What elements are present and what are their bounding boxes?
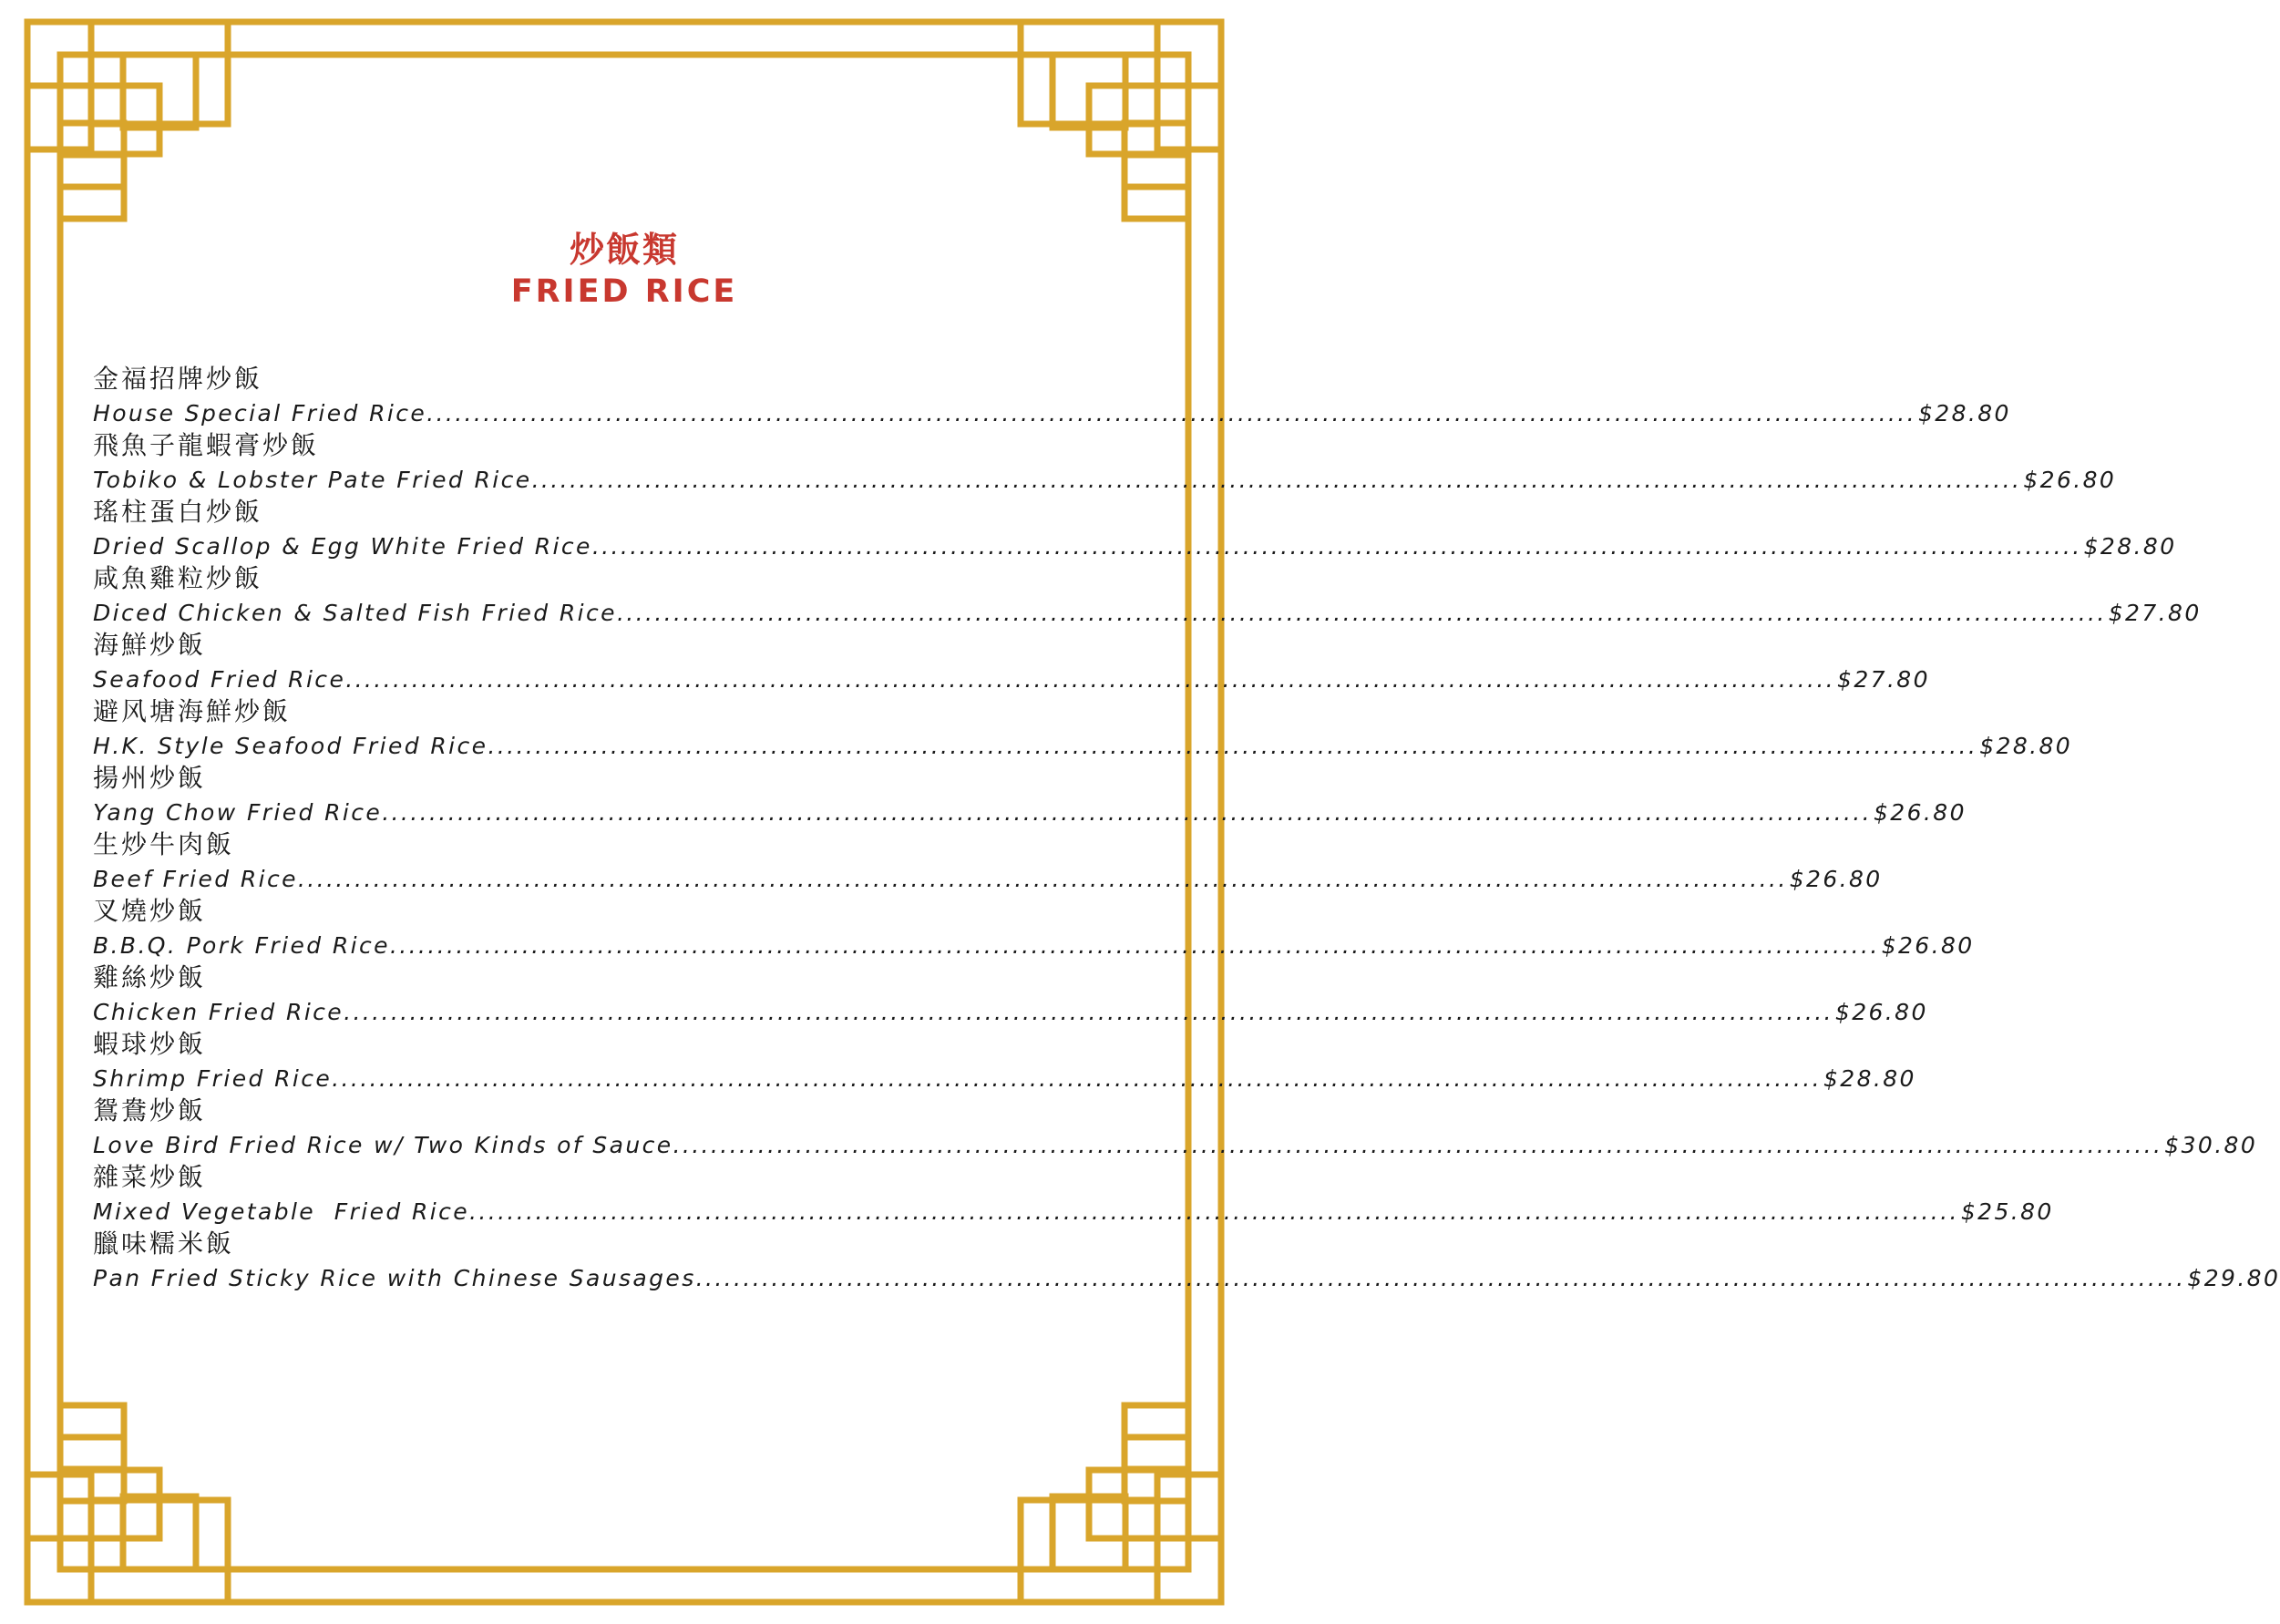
menu-item-chinese-name: 雞絲炒飯 (93, 962, 207, 992)
menu-list (93, 363, 2280, 1294)
menu-item-english-name: Shrimp Fried Rice (93, 1065, 333, 1092)
menu-item (93, 695, 2073, 762)
menu-item-chinese-name: 鴛鴦炒飯 (93, 1095, 207, 1125)
menu-item (93, 895, 1975, 961)
menu-item-english-name: Tobiko & Lobster Pate Fried Rice (93, 467, 532, 493)
menu-item-price: $26.80 (1834, 999, 1928, 1025)
menu-item (93, 1095, 2258, 1161)
menu-item-english-name: H.K. Style Seafood Fried Rice (93, 733, 488, 759)
menu-item (93, 562, 2202, 629)
menu-item-price: $28.80 (1823, 1065, 1916, 1092)
menu-item-line (93, 1063, 1916, 1095)
menu-item (93, 762, 1967, 828)
menu-item-price: $27.80 (2108, 600, 2202, 626)
dot-leader: .............................................................................................................................................................. (591, 533, 2082, 560)
menu-item-price: $26.80 (2023, 467, 2117, 493)
menu-item-price: $26.80 (1789, 866, 1883, 892)
dot-leader: .............................................................................................................................................................. (382, 799, 1872, 826)
menu-item-english-name: Chicken Fried Rice (93, 999, 344, 1025)
dot-leader: .............................................................................................................................................................. (345, 666, 1836, 693)
menu-item-line (93, 863, 1883, 896)
menu-item-line (93, 930, 1975, 962)
menu-item-line (93, 1196, 2054, 1228)
dot-leader: .............................................................................................................................................................. (344, 999, 1833, 1025)
menu-item-line (93, 730, 2072, 763)
menu-item-price: $28.80 (1979, 733, 2073, 759)
menu-item-chinese-name: 飛魚子龍蝦膏炒飯 (93, 430, 320, 460)
menu-item-english-name: Beef Fried Rice (93, 866, 298, 892)
menu-item-chinese-name: 咸魚雞粒炒飯 (93, 563, 263, 593)
dot-leader: .............................................................................................................................................................. (469, 1198, 1959, 1225)
menu-item-price: $29.80 (2187, 1265, 2280, 1291)
page-title-english: FRIED RICE (510, 273, 738, 310)
menu-item-english-name: Seafood Fried Rice (93, 666, 346, 693)
menu-item (93, 496, 2177, 562)
dot-leader: .............................................................................................................................................................. (616, 600, 2107, 626)
menu-item-chinese-name: 蝦球炒飯 (93, 1029, 207, 1059)
menu-item-chinese-name: 叉燒炒飯 (93, 896, 207, 926)
menu-item-english-name: Yang Chow Fried Rice (93, 799, 383, 826)
menu-item (93, 828, 1883, 895)
menu-item-english-name: Dried Scallop & Egg White Fried Rice (93, 533, 592, 560)
menu-item-chinese-name: 海鮮炒飯 (93, 630, 207, 660)
menu-item-english-name: House Special Fried Rice (93, 400, 427, 427)
menu-item-chinese-name: 臘味糯米飯 (93, 1228, 235, 1259)
dot-leader: .............................................................................................................................................................. (695, 1265, 2186, 1291)
menu-item (93, 1228, 2280, 1294)
menu-item-english-name: B.B.Q. Pork Fried Rice (93, 932, 390, 959)
menu-item-line (93, 530, 2177, 563)
menu-item (93, 961, 1928, 1028)
menu-item-chinese-name: 揚州炒飯 (93, 763, 207, 793)
menu-item (93, 1161, 2054, 1228)
dot-leader: .............................................................................................................................................................. (488, 733, 1978, 759)
menu-item-line (93, 397, 2011, 430)
menu-item-price: $26.80 (1874, 799, 1967, 826)
menu-item (93, 363, 2011, 429)
menu-item-chinese-name: 生炒牛肉飯 (93, 829, 235, 859)
menu-item-price: $28.80 (1917, 400, 2011, 427)
menu-item (93, 1028, 1916, 1095)
page-title-chinese: 炒飯類 (569, 230, 679, 270)
menu-item-price: $26.80 (1881, 932, 1975, 959)
menu-item (93, 429, 2117, 496)
dot-leader: .............................................................................................................................................................. (531, 467, 2022, 493)
dot-leader: .............................................................................................................................................................. (673, 1132, 2163, 1158)
dot-leader: .............................................................................................................................................................. (389, 932, 1880, 959)
menu-item (93, 629, 1930, 695)
menu-item-chinese-name: 金福招牌炒飯 (93, 364, 263, 394)
menu-item-line (93, 464, 2116, 497)
menu-item-line (93, 797, 1967, 829)
menu-item-english-name: Love Bird Fried Rice w/ Two Kinds of Sauce (93, 1132, 673, 1158)
menu-item-english-name: Mixed Vegetable Fried Rice (93, 1198, 470, 1225)
menu-item-chinese-name: 避风塘海鮮炒飯 (93, 696, 292, 726)
menu-item-english-name: Pan Fried Sticky Rice with Chinese Sausages (93, 1265, 696, 1291)
dot-leader: .............................................................................................................................................................. (426, 400, 1916, 427)
menu-item-price: $25.80 (1960, 1198, 2054, 1225)
menu-item-chinese-name: 瑤柱蛋白炒飯 (93, 497, 263, 527)
menu-item-price: $30.80 (2164, 1132, 2258, 1158)
menu-item-chinese-name: 雜菜炒飯 (93, 1162, 207, 1192)
dot-leader: .............................................................................................................................................................. (297, 866, 1788, 892)
menu-item-line (93, 597, 2202, 630)
menu-item-line (93, 1262, 2280, 1295)
menu-item-price: $27.80 (1837, 666, 1930, 693)
menu-item-line (93, 996, 1928, 1029)
menu-item-english-name: Diced Chicken & Salted Fish Fried Rice (93, 600, 617, 626)
menu-item-line (93, 1129, 2257, 1162)
dot-leader: .............................................................................................................................................................. (332, 1065, 1822, 1092)
menu-item-price: $28.80 (2083, 533, 2177, 560)
menu-item-line (93, 663, 1930, 696)
